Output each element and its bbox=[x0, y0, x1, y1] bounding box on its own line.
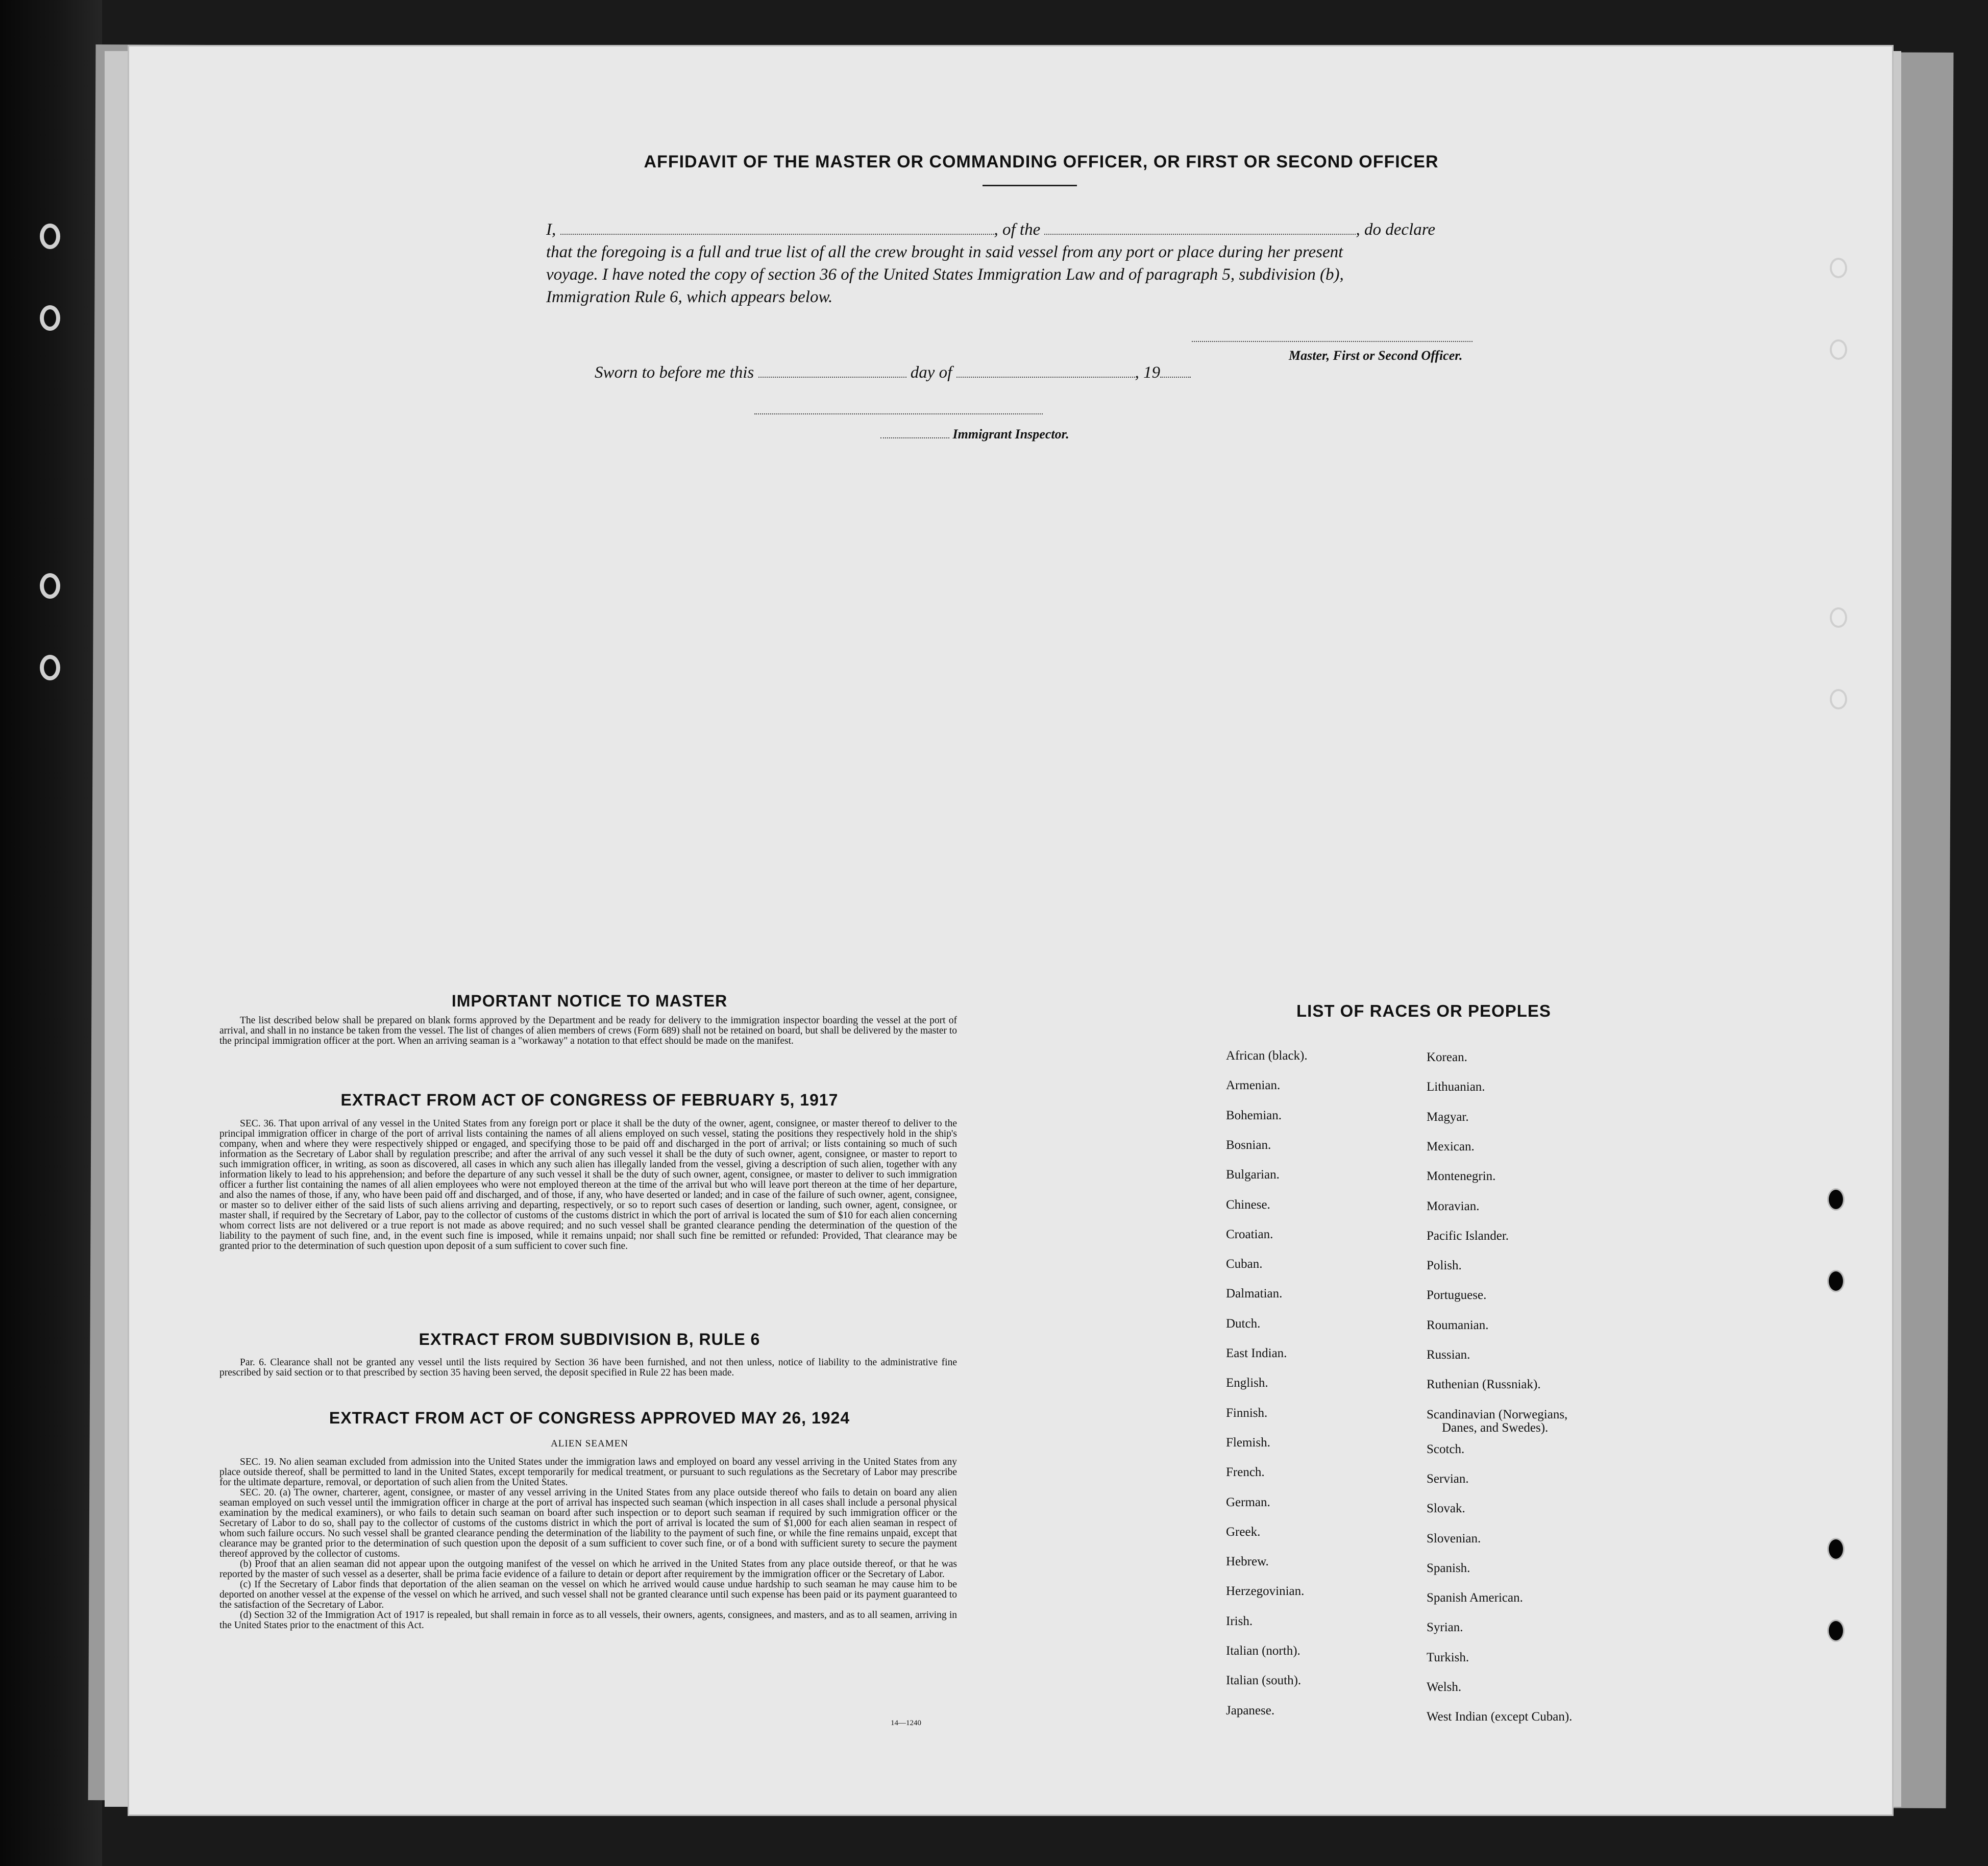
race-item: Spanish. bbox=[1427, 1561, 1470, 1575]
race-item: East Indian. bbox=[1226, 1346, 1287, 1360]
punch-hole bbox=[1830, 689, 1847, 709]
race-item: Dutch. bbox=[1226, 1316, 1261, 1331]
sworn-line bbox=[595, 361, 1360, 384]
race-item: Pacific Islander. bbox=[1427, 1229, 1509, 1243]
of-the-label: , of the bbox=[994, 220, 1041, 239]
master-signature-line[interactable] bbox=[1192, 341, 1472, 342]
inspector-caption: Immigrant Inspector. bbox=[952, 427, 1069, 441]
race-item: Scandinavian (Norwegians, bbox=[1427, 1407, 1568, 1421]
race-item: Greek. bbox=[1226, 1525, 1261, 1539]
race-item: Spanish American. bbox=[1427, 1591, 1523, 1605]
race-item: Roumanian. bbox=[1427, 1318, 1489, 1332]
punch-hole bbox=[1830, 258, 1847, 278]
extract-1924-subtitle: ALIEN SEAMEN bbox=[551, 1438, 628, 1449]
race-item: Servian. bbox=[1427, 1471, 1469, 1486]
race-item: Lithuanian. bbox=[1427, 1080, 1485, 1094]
race-item: Hebrew. bbox=[1226, 1555, 1269, 1569]
race-item: Moravian. bbox=[1427, 1199, 1480, 1213]
race-item: Bosnian. bbox=[1226, 1138, 1271, 1152]
race-item: Cuban. bbox=[1226, 1257, 1263, 1271]
sworn-label: Sworn to before me this bbox=[595, 363, 754, 382]
punch-hole bbox=[1827, 1538, 1845, 1560]
race-item: Italian (north). bbox=[1226, 1644, 1300, 1658]
extract-rule6-title: EXTRACT FROM SUBDIVISION B, RULE 6 bbox=[419, 1330, 760, 1348]
race-item: German. bbox=[1226, 1495, 1270, 1509]
race-item: Chinese. bbox=[1226, 1197, 1270, 1212]
declaration-line-3: voyage. I have noted the copy of section 36 of the United States Immigration Law and of paragraph 5, subdivision (b), bbox=[546, 265, 1344, 284]
title-rule bbox=[983, 185, 1077, 186]
race-item: Welsh. bbox=[1427, 1680, 1462, 1694]
do-declare-label: , do declare bbox=[1356, 220, 1435, 239]
race-item: Slovenian. bbox=[1427, 1531, 1481, 1545]
race-item: Irish. bbox=[1226, 1614, 1253, 1628]
sec-20a-paragraph: SEC. 20. (a) The owner, charterer, agent, consignee, or master of any vessel arriving in the United States from any place outside thereof who fails to detain on board any alien seaman employed on such vessel until the immigration officer in charge at the port of arrival has inspected such seaman (which inspection in all cases shall include a personal physical examination by the medical examiners), or who fails to detain such seaman on board after such inspection or to deport such seaman if required by such immigration officer or the Secretary of Labor to do so, shall pay to the collector of customs of the customs district in which the port of arrival is located the sum of $1,000 for each alien seaman in respect of whom such failure occurs. No such vessel shall be granted clearance pending the determination of the liability to the payment of such fine, or while the fine remains unpaid, except that clearance may be granted prior to the determination of such question upon the deposit of a sum sufficient to cover such fine, or of a bond with sufficient surety to secure the payment thereof approved by the collector of customs. bbox=[219, 1487, 957, 1559]
inspector-prefix-dots bbox=[880, 437, 949, 438]
race-item: Japanese. bbox=[1226, 1703, 1275, 1717]
sworn-day-field[interactable] bbox=[758, 377, 906, 378]
race-item: Magyar. bbox=[1427, 1110, 1469, 1124]
binder-edge bbox=[0, 0, 102, 1866]
vessel-name-field[interactable] bbox=[1044, 234, 1356, 235]
day-of-label: day of bbox=[910, 363, 952, 382]
race-item: Croatian. bbox=[1226, 1227, 1273, 1241]
race-item: Scotch. bbox=[1427, 1442, 1465, 1456]
sec-20d-paragraph: (d) Section 32 of the Immigration Act of 1917 is repealed, but shall remain in force as to all vessels, their owners, agents, consignees, and masters, and as to all seamen, arriving in the United States prior to the enactment of this Act. bbox=[219, 1610, 957, 1631]
race-item: Armenian. bbox=[1226, 1078, 1281, 1093]
sec-20c-paragraph: (c) If the Secretary of Labor finds that deportation of the alien seaman on the vessel on which he arrived would cause undue hardship to such seaman he may cause him to be deported on another vessel at the expense of the vessel on which he arrived, and such vessel shall not be granted clearance until such expense has been paid or its payment guaranteed to the satisfaction of the Secretary of Labor. bbox=[219, 1579, 957, 1610]
form-number: 14—1240 bbox=[891, 1719, 921, 1727]
year-prefix-label: , 19 bbox=[1135, 363, 1161, 382]
race-item: Korean. bbox=[1427, 1050, 1467, 1064]
race-item: Montenegrin. bbox=[1427, 1169, 1496, 1184]
race-item: Portuguese. bbox=[1427, 1288, 1487, 1303]
race-item: Mexican. bbox=[1427, 1139, 1475, 1153]
punch-hole bbox=[1827, 1188, 1845, 1211]
race-item: Italian (south). bbox=[1226, 1674, 1302, 1688]
master-signature-caption: Master, First or Second Officer. bbox=[1289, 348, 1463, 363]
declarant-label: I, bbox=[546, 220, 556, 239]
extract-1917-text: SEC. 36. That upon arrival of any vessel in the United States from any foreign port or place it shall be the duty of the owner, agent, consignee, or master thereof to deliver to the principal immigration officer in charge of the port of arrival lists containing the names of all aliens employed on such vessel, stating the positions they respectively hold in the ship's company, when and where they were respectively shipped or engaged, and specifying those to be paid off and discharged in the port of arrival; or lists containing so much of such information as the Secretary of Labor shall by regulation prescribe; and after the arrival of any such vessel it shall be the duty of such owner, agent, consignee, or master to report to such immigration officer, in writing, as soon as discovered, all cases in which any such alien has illegally landed from the vessel, giving a description of such alien, together with any information likely to lead to his apprehension; and before the departure of any such vessel it shall be the duty of such owner, agent, consignee, or master to deliver to such immigration officer a further list containing the names of all alien employees who were not employed thereon at the time of the arrival but who will leave port thereon at the time of her departure, and also the names of those, if any, who have been paid off and discharged, and of those, if any, who have deserted or landed; and in case of the failure of such owner, agent, consignee, or master so to deliver either of the said lists of such aliens arriving and departing, respectively, or so to report such cases of desertion or landing, such owner, agent, consignee, or master shall, if required by the Secretary of Labor, pay to the collector of customs of the customs district in which the port of arrival is located the sum of $10 for each alien concerning whom correct lists are not delivered or a true report is not made as above required; and no such vessel shall be granted clearance pending the determination of the question of the liability to the payment of such fine, and, in the event such fine is imposed, while it remains unpaid; nor shall such fine be remitted or refunded: Provided, That clearance may be granted prior to the determination of such question upon deposit of a sum sufficient to cover such fine. bbox=[219, 1118, 957, 1251]
race-item: Slovak. bbox=[1427, 1502, 1465, 1516]
declaration-line-1 bbox=[546, 218, 1516, 241]
race-item: Flemish. bbox=[1226, 1435, 1270, 1450]
extract-1917-title: EXTRACT FROM ACT OF CONGRESS OF FEBRUARY 5, 1917 bbox=[340, 1091, 839, 1109]
notice-title: IMPORTANT NOTICE TO MASTER bbox=[451, 992, 728, 1010]
declaration-line-2: that the foregoing is a full and true list of all the crew brought in said vessel from any port or place during her present bbox=[546, 243, 1343, 261]
race-item: French. bbox=[1226, 1465, 1265, 1480]
binder-hole bbox=[40, 305, 60, 331]
punch-hole bbox=[1827, 1270, 1845, 1292]
binder-hole bbox=[40, 573, 60, 599]
race-item: Russian. bbox=[1427, 1348, 1470, 1362]
punch-hole bbox=[1827, 1619, 1845, 1642]
binder-hole bbox=[40, 224, 60, 249]
declaration-line-4: Immigration Rule 6, which appears below. bbox=[546, 288, 833, 306]
race-item: African (black). bbox=[1226, 1049, 1308, 1063]
extract-1924-body bbox=[219, 1457, 957, 1631]
punch-hole bbox=[1830, 607, 1847, 628]
race-item: Syrian. bbox=[1427, 1621, 1463, 1635]
race-item: Finnish. bbox=[1226, 1406, 1268, 1420]
sworn-year-field[interactable] bbox=[1160, 377, 1191, 378]
inspector-line bbox=[880, 427, 1069, 442]
extract-rule6-text: Par. 6. Clearance shall not be granted any vessel until the lists required by Section 36 have been furnished, and not then unless, notice of liability to the administrative fine prescribed by said section or to that prescribed by section 35 having been served, the deposit specified in Rule 22 has been made. bbox=[219, 1357, 957, 1378]
race-item: Bohemian. bbox=[1226, 1108, 1282, 1122]
races-title: LIST OF RACES OR PEOPLES bbox=[1296, 1001, 1551, 1020]
punch-hole bbox=[1830, 339, 1847, 360]
race-item: Dalmatian. bbox=[1226, 1287, 1283, 1301]
race-item: Ruthenian (Russniak). bbox=[1427, 1378, 1541, 1392]
race-item: Herzegovinian. bbox=[1226, 1584, 1305, 1599]
affidavit-title: AFFIDAVIT OF THE MASTER OR COMMANDING OFFICER, OR FIRST OR SECOND OFFICER bbox=[644, 152, 1439, 171]
notice-text: The list described below shall be prepared on blank forms approved by the Department and be ready for delivery to the immigration inspector boarding the vessel at the port of arrival, and shall in no instance be taken from the vessel. The list of changes of alien members of crews (Form 689) shall not be retained on board, but shall be delivered by the master to the principal immigration officer at the port. When an arriving seaman is a "workaway" a notation to that effect should be made on the manifest. bbox=[219, 1015, 957, 1046]
inspector-signature-line[interactable] bbox=[754, 413, 1043, 414]
sec-19-paragraph: SEC. 19. No alien seaman excluded from admission into the United States under the immigration laws and employed on board any vessel arriving in the United States from any place outside thereof, shall be permitted to land in the United States, except temporarily for medical treatment, or pursuant to such regulations as the Secretary of Labor may prescribe for the ultimate departure, removal, or deportation of such alien from the United States. bbox=[219, 1457, 957, 1488]
extract-1924-title: EXTRACT FROM ACT OF CONGRESS APPROVED MAY 26, 1924 bbox=[329, 1409, 850, 1427]
race-item: Polish. bbox=[1427, 1259, 1462, 1273]
declarant-name-field[interactable] bbox=[560, 234, 994, 235]
race-item: English. bbox=[1226, 1376, 1268, 1390]
sec-20b-paragraph: (b) Proof that an alien seaman did not appear upon the outgoing manifest of the vessel on which he arrived in the United States from any place outside thereof, or that he was reported by the master of such vessel as a deserter, shall be prima facie evidence of a failure to detain or deport after requirement by the immigration officer or the Secretary of Labor. bbox=[219, 1559, 957, 1580]
race-item: Turkish. bbox=[1427, 1650, 1469, 1664]
race-item: West Indian (except Cuban). bbox=[1427, 1710, 1573, 1724]
sworn-month-field[interactable] bbox=[956, 377, 1135, 378]
race-item: Danes, and Swedes). bbox=[1442, 1420, 1549, 1435]
binder-hole bbox=[40, 655, 60, 680]
race-item: Bulgarian. bbox=[1226, 1168, 1280, 1182]
